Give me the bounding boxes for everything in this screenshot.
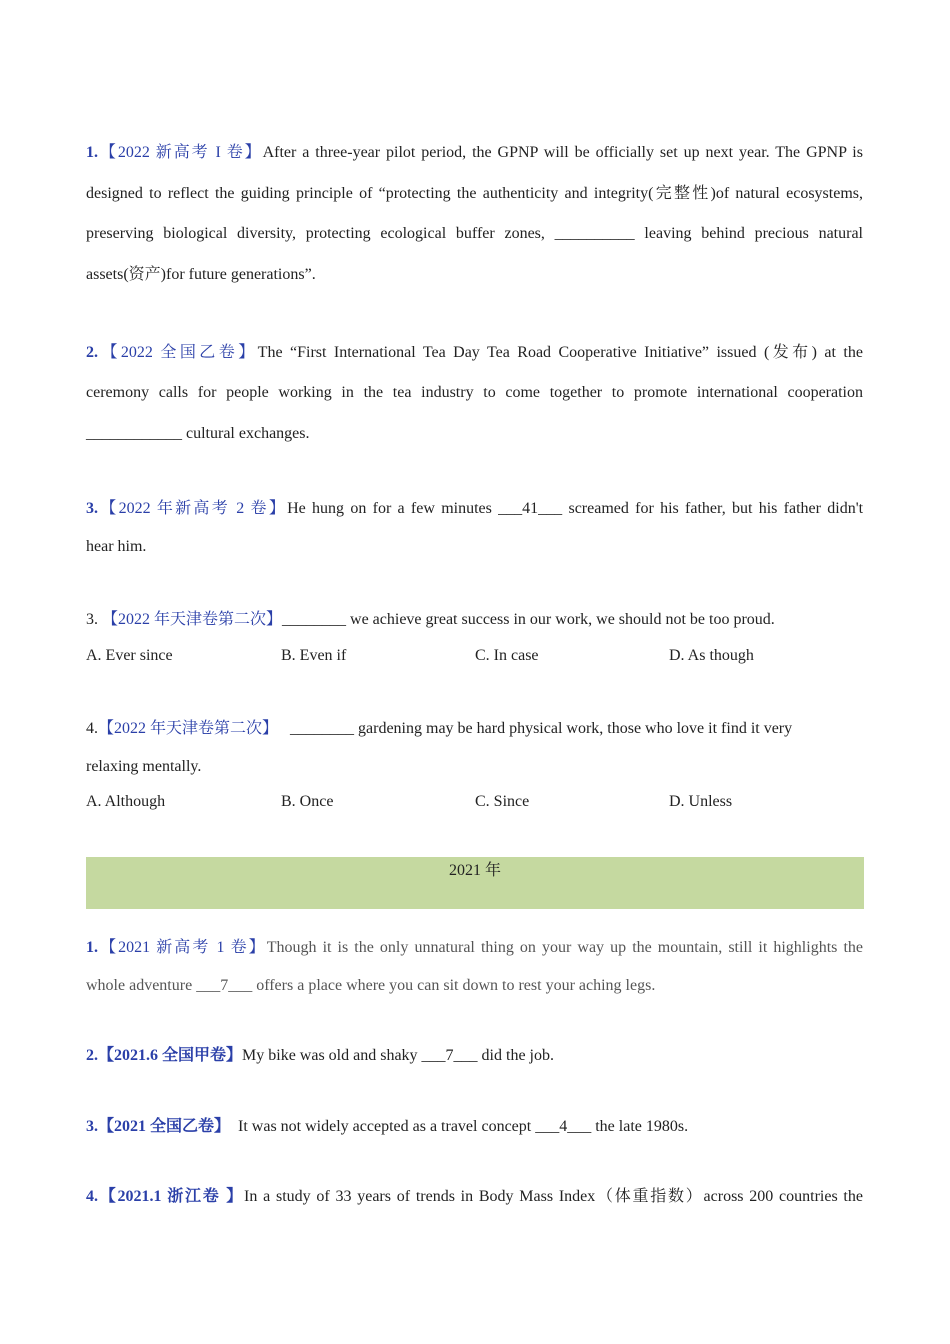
section-header-2021 xyxy=(86,857,864,909)
question-text-cont: screamed for his father, but his father didn't xyxy=(568,500,864,517)
q3-2022-line1 xyxy=(86,499,863,519)
section-title: 2021 年 xyxy=(448,862,501,879)
q1-2021-line1 xyxy=(86,938,863,958)
source-tag: 【2021 新高考 1 卷】 xyxy=(98,939,267,956)
option-a: A. Although xyxy=(86,793,166,810)
q2-2022-line1 xyxy=(86,343,863,363)
source-tag: 【2022 年天津卷第二次】 xyxy=(102,611,283,628)
question-text: It was not widely accepted as a travel concept xyxy=(238,1118,532,1135)
question-number: 3. xyxy=(86,500,98,517)
q1-2021-line2 xyxy=(86,976,863,996)
question-text: He hung on for a few minutes xyxy=(287,500,492,517)
answer-blank: ___7___ xyxy=(421,1047,478,1064)
question-number: 1. xyxy=(86,144,98,161)
q1-2022-line4: assets(资产)for future generations”. xyxy=(86,266,316,283)
question-text-cont: offers a place where you can sit down to rest your aching legs. xyxy=(256,977,656,994)
q1-2022-line3: preserving biological diversity, protecting ecological buffer zones, __________ leaving behind precious natural xyxy=(86,225,863,242)
source-tag: 【2021 全国乙卷】 xyxy=(98,1118,231,1135)
q4-tianjin-line1 xyxy=(86,719,863,739)
question-number: 2. xyxy=(86,1047,98,1064)
question-number: 3. xyxy=(86,1118,98,1135)
question-number: 2. xyxy=(86,344,98,361)
source-tag: 【2022 年天津卷第二次】 xyxy=(98,720,279,737)
source-tag: 【2021.1 浙江卷 】 xyxy=(98,1188,245,1205)
question-number: 4. xyxy=(86,720,98,737)
q3-2022-line2: hear him. xyxy=(86,538,147,555)
option-d: D. Unless xyxy=(669,793,733,810)
q3-2021-line1 xyxy=(86,1117,863,1137)
question-text-cont: the late 1980s. xyxy=(595,1118,689,1135)
question-number: 3. xyxy=(86,611,98,628)
q3-tianjin-line1 xyxy=(86,610,863,630)
option-a: A. Ever since xyxy=(86,647,173,664)
q4-tianjin-line2: relaxing mentally. xyxy=(86,758,202,775)
q2-2021-line1 xyxy=(86,1046,863,1066)
source-tag: 【2021.6 全国甲卷】 xyxy=(98,1047,243,1064)
question-text: whole adventure xyxy=(86,977,193,994)
question-text: Though it is the only unnatural thing on your way up the mountain, still it highlights the xyxy=(266,939,863,956)
q2-2022-line2: ceremony calls for people working in the tea industry to come together to promote international cooperation xyxy=(86,384,863,401)
option-c: C. Since xyxy=(475,793,530,810)
option-d: D. As though xyxy=(669,647,754,664)
option-b: B. Once xyxy=(281,793,334,810)
q1-2022-line1 xyxy=(86,143,863,163)
option-b: B. Even if xyxy=(281,647,347,664)
question-number: 4. xyxy=(86,1188,98,1205)
option-c: C. In case xyxy=(475,647,539,664)
answer-blank: ___7___ xyxy=(196,977,253,994)
source-tag: 【2022 全国乙卷】 xyxy=(98,344,258,361)
q2-2022-line3: ____________ cultural exchanges. xyxy=(86,425,310,442)
question-text: In a study of 33 years of trends in Body Mass Index（体重指数）across 200 countries the xyxy=(244,1188,863,1205)
question-text: My bike was old and shaky xyxy=(242,1047,418,1064)
q4-2021-line1 xyxy=(86,1187,863,1207)
question-text: ________ we achieve great success in our work, we should not be too proud. xyxy=(282,611,775,628)
answer-blank: ___41___ xyxy=(498,500,563,517)
source-tag: 【2022 年新高考 2 卷】 xyxy=(98,500,288,517)
question-text-cont: did the job. xyxy=(481,1047,554,1064)
question-text: The “First International Tea Day Tea Road Cooperative Initiative” issued (发布) at the xyxy=(257,344,863,361)
question-text: After a three-year pilot period, the GPNP will be officially set up next year. The GPNP is xyxy=(262,144,863,161)
question-text: ________ gardening may be hard physical work, those who love it find it very xyxy=(290,720,793,737)
answer-blank: ___4___ xyxy=(535,1118,592,1135)
q1-2022-line2: designed to reflect the guiding principle of “protecting the authenticity and integrity(完整性)of natural ecosystems, xyxy=(86,185,863,202)
question-number: 1. xyxy=(86,939,98,956)
source-tag: 【2022 新高考 I 卷】 xyxy=(98,144,263,161)
